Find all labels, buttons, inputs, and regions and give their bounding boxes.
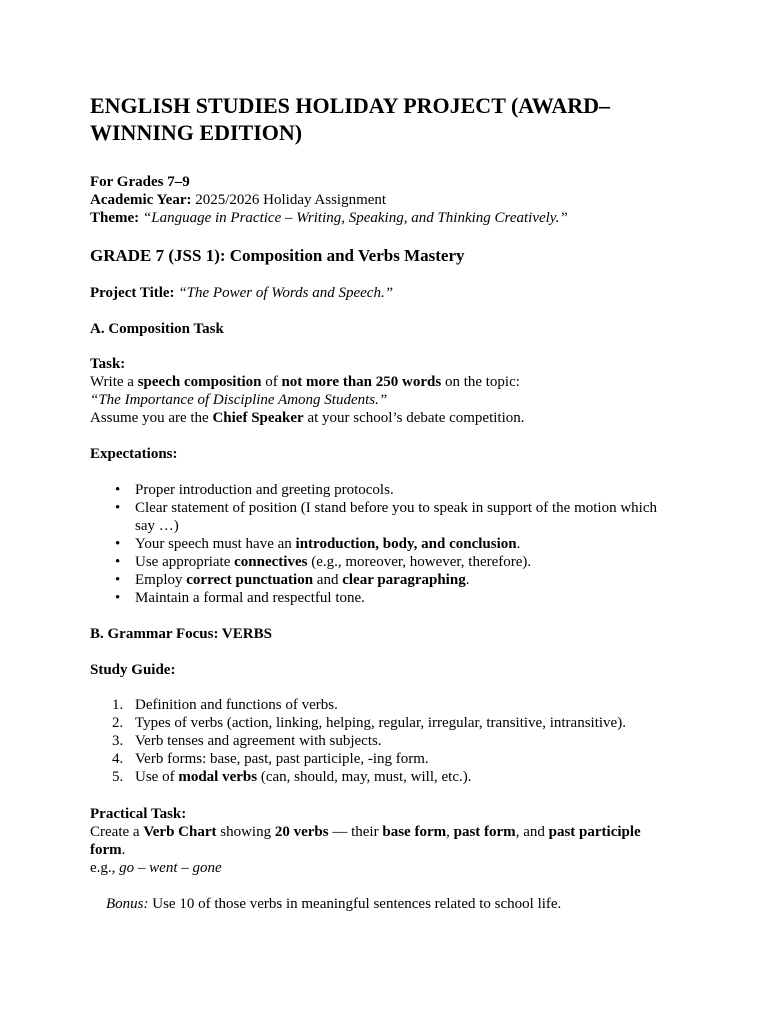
list-item: 3. Verb tenses and agreement with subjects. [112, 733, 382, 749]
section-a-heading: A. Composition Task [90, 321, 224, 337]
list-item: • Your speech must have an introduction, body, and conclusion. [135, 535, 678, 553]
practical-task-label: Practical Task: [90, 806, 187, 822]
bonus-label: Bonus: [106, 896, 149, 912]
list-item: 2. Types of verbs (action, linking, helping, regular, irregular, transitive, intransitive). [112, 715, 626, 731]
task-text: Assume you are the [90, 410, 213, 426]
academic-year-line [90, 191, 678, 209]
list-item: • Maintain a formal and respectful tone. [135, 589, 678, 607]
theme-value: “Language in Practice – Writing, Speaking, and Thinking Creatively.” [142, 210, 568, 226]
task-label: Task: [90, 356, 126, 372]
grades-line: For Grades 7–9 [90, 174, 190, 190]
bonus-line [90, 895, 678, 913]
academic-year-label: Academic Year: [90, 192, 192, 208]
example-value: go – went – gone [119, 860, 222, 876]
list-item: • Proper introduction and greeting protocols. [135, 481, 678, 499]
grade-heading: GRADE 7 (JSS 1): Composition and Verbs Mastery [90, 246, 465, 265]
document-title: ENGLISH STUDIES HOLIDAY PROJECT (AWARD–WINNING EDITION) [90, 93, 610, 145]
expectations-list [90, 481, 678, 607]
task-text: on the topic: [441, 374, 520, 390]
academic-year-value: 2025/2026 Holiday Assignment [191, 192, 387, 208]
expectations-label: Expectations: [90, 446, 178, 462]
project-title-line [90, 284, 678, 302]
list-item: • Clear statement of position (I stand before you to speak in support of the motion which say …) [135, 499, 678, 535]
list-item: 5. Use of modal verbs (can, should, may, must, will, etc.). [112, 769, 472, 785]
example-prefix: e.g., [90, 860, 120, 876]
list-item: 4. Verb forms: base, past, past participle, -ing form. [112, 751, 429, 767]
study-guide-label: Study Guide: [90, 662, 176, 678]
study-guide-list [90, 696, 678, 786]
project-title-value: “The Power of Words and Speech.” [178, 285, 394, 301]
section-b-heading: B. Grammar Focus: VERBS [90, 626, 272, 642]
theme-line [90, 209, 678, 227]
task-bold: not more than 250 words [281, 374, 442, 390]
task-text: Write a [90, 374, 138, 390]
example-line [90, 859, 678, 877]
list-item: • Use appropriate connectives (e.g., moreover, however, therefore). [135, 553, 678, 571]
practical-task-text: Create a Verb Chart showing 20 verbs — their base form, past form, and past participle form. [90, 824, 641, 858]
task-bold: Chief Speaker [212, 410, 304, 426]
list-item: • Employ correct punctuation and clear paragraphing. [135, 571, 678, 589]
bonus-text: Use 10 of those verbs in meaningful sentences related to school life. [148, 896, 562, 912]
task-text: at your school’s debate competition. [303, 410, 525, 426]
task-line-3 [90, 409, 678, 427]
task-text: of [261, 374, 282, 390]
task-bold: speech composition [137, 374, 262, 390]
list-item: 1. Definition and functions of verbs. [112, 697, 338, 713]
project-title-label: Project Title: [90, 285, 175, 301]
theme-label: Theme: [90, 210, 140, 226]
task-line-1 [90, 373, 678, 391]
task-topic: “The Importance of Discipline Among Students.” [90, 392, 388, 408]
